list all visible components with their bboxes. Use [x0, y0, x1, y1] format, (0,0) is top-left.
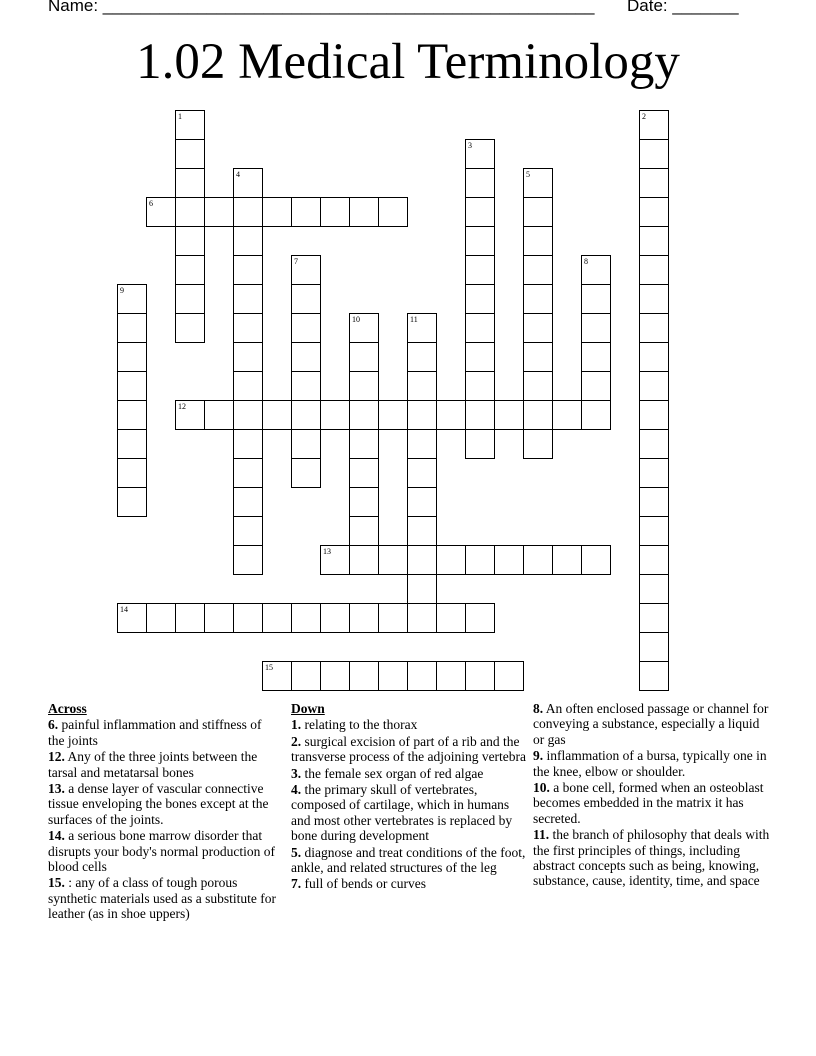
crossword-cell[interactable]	[494, 661, 524, 691]
crossword-cell[interactable]	[233, 371, 263, 401]
crossword-cell[interactable]	[465, 545, 495, 575]
crossword-cell[interactable]	[465, 197, 495, 227]
crossword-cell[interactable]	[233, 197, 263, 227]
crossword-cell[interactable]	[233, 313, 263, 343]
crossword-cell[interactable]	[146, 603, 176, 633]
crossword-cell[interactable]	[523, 371, 553, 401]
down-clues-column	[291, 701, 527, 893]
crossword-cell[interactable]	[175, 284, 205, 314]
crossword-cell[interactable]	[581, 284, 611, 314]
crossword-cell[interactable]	[233, 516, 263, 546]
crossword-cell[interactable]	[581, 371, 611, 401]
crossword-cell[interactable]	[117, 284, 147, 314]
crossword-cell[interactable]	[175, 110, 205, 140]
crossword-cell[interactable]	[436, 603, 466, 633]
clue-across-13: 13. a dense layer of vascular connective tissue enveloping the bones except at the surfaces of the joints.	[48, 781, 269, 827]
crossword-cell[interactable]	[146, 197, 176, 227]
clue-down-5: 5. diagnose and treat conditions of the foot, ankle, and related structures of the leg	[291, 844, 526, 876]
crossword-cell[interactable]	[320, 400, 350, 430]
crossword-cell[interactable]	[523, 545, 553, 575]
crossword-cell[interactable]	[291, 661, 321, 691]
crossword-cell[interactable]	[204, 400, 234, 430]
crossword-cell[interactable]	[639, 197, 669, 227]
crossword-cell[interactable]	[407, 516, 437, 546]
crossword-cell[interactable]	[320, 603, 350, 633]
crossword-cell[interactable]	[378, 603, 408, 633]
crossword-cell[interactable]	[494, 545, 524, 575]
crossword-cell[interactable]	[639, 168, 669, 198]
down-heading: Down	[291, 701, 325, 716]
crossword-cell[interactable]	[465, 342, 495, 372]
clue-down-3: 3. the female sex organ of red algae	[291, 765, 484, 781]
crossword-cell[interactable]	[291, 197, 321, 227]
crossword-cell[interactable]	[407, 545, 437, 575]
crossword-cell[interactable]	[465, 168, 495, 198]
crossword-cell[interactable]	[639, 603, 669, 633]
crossword-cell[interactable]	[639, 632, 669, 662]
crossword-cell[interactable]	[523, 400, 553, 430]
crossword-cell[interactable]	[291, 400, 321, 430]
crossword-cell[interactable]	[233, 255, 263, 285]
crossword-cell[interactable]	[639, 400, 669, 430]
clue-number: 2	[642, 112, 646, 121]
crossword-cell[interactable]	[378, 197, 408, 227]
clue-number: 6	[149, 199, 153, 208]
crossword-cell[interactable]	[291, 458, 321, 488]
crossword-cell[interactable]	[378, 661, 408, 691]
crossword-cell[interactable]	[117, 458, 147, 488]
across-clues-column	[48, 701, 280, 923]
date-field-label[interactable]: Date: _______	[627, 0, 739, 15]
page-title: 1.02 Medical Terminology	[136, 34, 680, 90]
crossword-cell[interactable]	[581, 342, 611, 372]
crossword-cell[interactable]	[175, 400, 205, 430]
clue-down-1: 1. relating to the thorax	[291, 717, 418, 733]
crossword-cell[interactable]	[349, 516, 379, 546]
crossword-cell[interactable]	[639, 516, 669, 546]
crossword-cell[interactable]	[233, 603, 263, 633]
clue-down-4: 4. the primary skull of vertebrates, composed of cartilage, which in humans and most other vertebrates is replaced by bone during development	[291, 782, 513, 844]
clue-number: 11	[410, 315, 418, 324]
crossword-cell[interactable]	[349, 313, 379, 343]
crossword-cell[interactable]	[407, 342, 437, 372]
crossword-cell[interactable]	[407, 400, 437, 430]
crossword-cell[interactable]	[465, 429, 495, 459]
crossword-cell[interactable]	[465, 139, 495, 169]
crossword-cell[interactable]	[349, 545, 379, 575]
crossword-cell[interactable]	[523, 284, 553, 314]
clue-number: 15	[265, 663, 273, 672]
crossword-cell[interactable]	[581, 400, 611, 430]
clue-number: 3	[468, 141, 472, 150]
crossword-cell[interactable]	[436, 661, 466, 691]
crossword-cell[interactable]	[204, 603, 234, 633]
crossword-cell[interactable]	[291, 603, 321, 633]
crossword-cell[interactable]	[291, 429, 321, 459]
clue-number: 5	[526, 170, 530, 179]
clue-number: 4	[236, 170, 240, 179]
crossword-cell[interactable]	[262, 197, 292, 227]
crossword-cell[interactable]	[465, 661, 495, 691]
crossword-cell[interactable]	[378, 400, 408, 430]
crossword-cell[interactable]	[639, 110, 669, 140]
crossword-cell[interactable]	[117, 400, 147, 430]
crossword-cell[interactable]	[407, 487, 437, 517]
crossword-cell[interactable]	[465, 313, 495, 343]
crossword-cell[interactable]	[175, 168, 205, 198]
crossword-cell[interactable]	[407, 603, 437, 633]
crossword-cell[interactable]	[349, 400, 379, 430]
crossword-cell[interactable]	[407, 574, 437, 604]
crossword-cell[interactable]	[639, 545, 669, 575]
crossword-cell[interactable]	[233, 545, 263, 575]
crossword-cell[interactable]	[291, 284, 321, 314]
crossword-cell[interactable]	[639, 487, 669, 517]
crossword-cell[interactable]	[175, 226, 205, 256]
crossword-cell[interactable]	[407, 458, 437, 488]
crossword-cell[interactable]	[639, 313, 669, 343]
crossword-cell[interactable]	[465, 226, 495, 256]
clue-number: 8	[584, 257, 588, 266]
crossword-cell[interactable]	[349, 342, 379, 372]
crossword-cell[interactable]	[233, 458, 263, 488]
crossword-cell[interactable]	[233, 342, 263, 372]
crossword-cell[interactable]	[349, 487, 379, 517]
clue-number: 10	[352, 315, 360, 324]
crossword-cell[interactable]	[639, 139, 669, 169]
crossword-cell[interactable]	[262, 603, 292, 633]
crossword-cell[interactable]	[552, 545, 582, 575]
crossword-cell[interactable]	[204, 197, 234, 227]
crossword-cell[interactable]	[117, 603, 147, 633]
clue-across-14: 14. a serious bone marrow disorder that disrupts your body's normal production of blood cells	[48, 828, 276, 875]
crossword-cell[interactable]	[117, 429, 147, 459]
crossword-cell[interactable]	[639, 574, 669, 604]
crossword-cell[interactable]	[262, 661, 292, 691]
clue-down-9: 9. inflammation of a bursa, typically one in the knee, elbow or shoulder.	[533, 748, 767, 779]
down-clues-column-continued	[533, 701, 773, 890]
clue-number: 14	[120, 605, 128, 614]
crossword-cell[interactable]	[639, 342, 669, 372]
crossword-cell[interactable]	[523, 197, 553, 227]
crossword-cell[interactable]	[523, 255, 553, 285]
crossword-cell[interactable]	[523, 313, 553, 343]
crossword-cell[interactable]	[523, 429, 553, 459]
crossword-cell[interactable]	[465, 400, 495, 430]
crossword-cell[interactable]	[291, 255, 321, 285]
crossword-cell[interactable]	[117, 313, 147, 343]
crossword-cell[interactable]	[639, 458, 669, 488]
crossword-cell[interactable]	[349, 603, 379, 633]
crossword-cell[interactable]	[233, 226, 263, 256]
clue-down-10: 10. a bone cell, formed when an osteoblast becomes embedded in the matrix it has secreted.	[533, 780, 764, 826]
crossword-cell[interactable]	[175, 197, 205, 227]
crossword-cell[interactable]	[320, 197, 350, 227]
crossword-cell[interactable]	[233, 400, 263, 430]
crossword-cell[interactable]	[349, 197, 379, 227]
crossword-cell[interactable]	[639, 255, 669, 285]
crossword-cell[interactable]	[349, 661, 379, 691]
crossword-cell[interactable]	[639, 284, 669, 314]
crossword-cell[interactable]	[117, 371, 147, 401]
crossword-cell[interactable]	[407, 313, 437, 343]
crossword-cell[interactable]	[465, 371, 495, 401]
clue-across-6: 6. painful inflammation and stiffness of the joints	[48, 717, 262, 748]
crossword-cell[interactable]	[407, 661, 437, 691]
clue-number: 9	[120, 286, 124, 295]
crossword-cell[interactable]	[494, 400, 524, 430]
crossword-cell[interactable]	[320, 661, 350, 691]
crossword-cell[interactable]	[233, 487, 263, 517]
crossword-cell[interactable]	[407, 371, 437, 401]
crossword-cell[interactable]	[117, 342, 147, 372]
crossword-cell[interactable]	[291, 313, 321, 343]
crossword-cell[interactable]	[523, 342, 553, 372]
clue-number: 13	[323, 547, 331, 556]
crossword-cell[interactable]	[639, 226, 669, 256]
crossword-cell[interactable]	[175, 139, 205, 169]
crossword-cell[interactable]	[436, 400, 466, 430]
clue-down-7: 7. full of bends or curves	[291, 876, 426, 892]
crossword-cell[interactable]	[465, 284, 495, 314]
crossword-cell[interactable]	[581, 255, 611, 285]
crossword-cell[interactable]	[407, 429, 437, 459]
crossword-cell[interactable]	[436, 545, 466, 575]
crossword-cell[interactable]	[175, 255, 205, 285]
crossword-cell[interactable]	[349, 371, 379, 401]
clue-down-2: 2. surgical excision of part of a rib and the transverse process of the adjoining vertebra	[291, 733, 527, 765]
crossword-cell[interactable]	[523, 226, 553, 256]
crossword-cell[interactable]	[117, 487, 147, 517]
crossword-cell[interactable]	[465, 603, 495, 633]
crossword-cell[interactable]	[349, 429, 379, 459]
crossword-cell[interactable]	[581, 313, 611, 343]
crossword-cell[interactable]	[233, 284, 263, 314]
crossword-cell[interactable]	[349, 458, 379, 488]
crossword-cell[interactable]	[581, 545, 611, 575]
crossword-cell[interactable]	[378, 545, 408, 575]
crossword-cell[interactable]	[465, 255, 495, 285]
across-heading: Across	[48, 701, 87, 716]
crossword-cell[interactable]	[639, 371, 669, 401]
crossword-cell[interactable]	[175, 313, 205, 343]
crossword-cell[interactable]	[320, 545, 350, 575]
crossword-cell[interactable]	[291, 342, 321, 372]
clue-down-11: 11. the branch of philosophy that deals with the first principles of things, including abstract concepts such as being, knowing, substance, cause, identity, time, and space	[533, 827, 770, 889]
crossword-cell[interactable]	[639, 661, 669, 691]
crossword-cell[interactable]	[175, 603, 205, 633]
crossword-cell[interactable]	[291, 371, 321, 401]
crossword-cell[interactable]	[639, 429, 669, 459]
crossword-cell[interactable]	[233, 168, 263, 198]
clue-number: 12	[178, 402, 186, 411]
clue-number: 1	[178, 112, 182, 121]
crossword-cell[interactable]	[523, 168, 553, 198]
crossword-cell[interactable]	[262, 400, 292, 430]
crossword-cell[interactable]	[552, 400, 582, 430]
crossword-cell[interactable]	[233, 429, 263, 459]
clue-across-12: 12. Any of the three joints between the tarsal and metatarsal bones	[48, 749, 258, 780]
name-field-label[interactable]: Name: ____________________________________________________	[48, 0, 595, 15]
clue-number: 7	[294, 257, 298, 266]
clue-down-8: 8. An often enclosed passage or channel for conveying a substance, especially a liquid or gas	[533, 701, 769, 747]
clue-across-15: 15. : any of a class of tough porous synthetic materials used as a substitute for leather (as in shoe uppers)	[48, 875, 276, 922]
